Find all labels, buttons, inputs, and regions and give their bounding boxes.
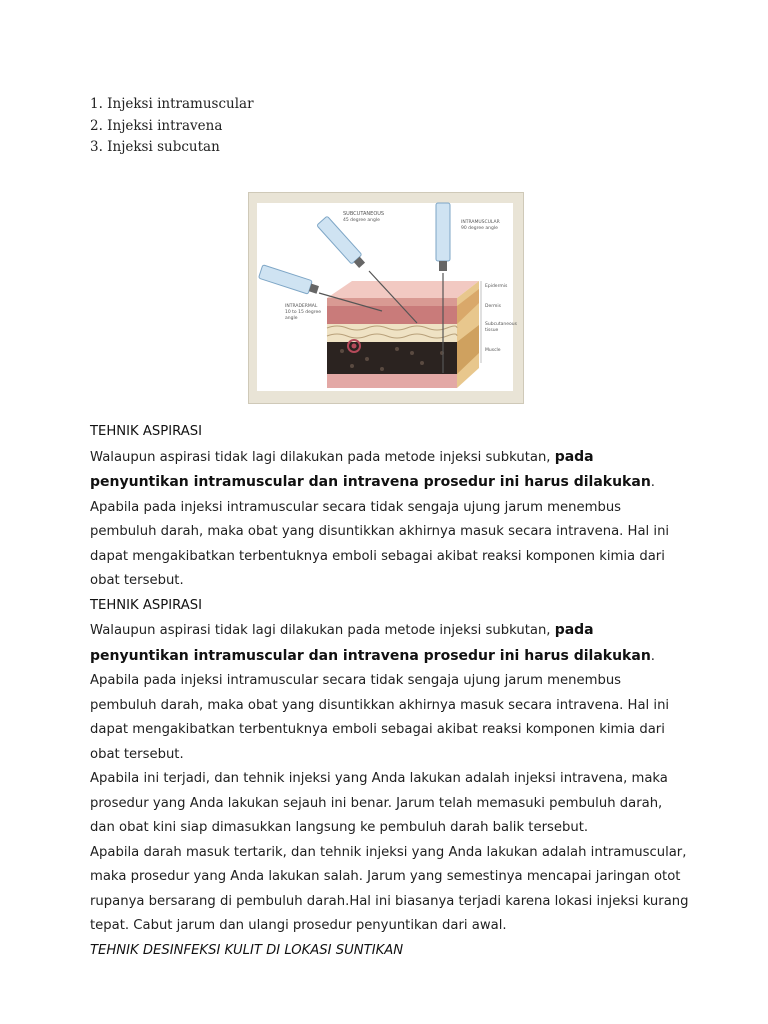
intradermal-angle-label: 10 to 15 degree	[285, 310, 322, 315]
muscle-label: Muscle	[485, 348, 501, 353]
paragraph	[90, 618, 690, 767]
intradermal-angle-label-2: angle	[285, 316, 298, 321]
section-heading: TEHNIK DESINFEKSI KULIT DI LOKASI SUNTIKAN	[90, 942, 404, 958]
list-item: 2. Injeksi intravena	[90, 117, 223, 134]
paragraph: Apabila darah masuk tertarik, dan tehnik injeksi yang Anda lakukan adalah intramuscular, maka prosedur yang Anda lakukan salah. Jarum yang semestinya mencapai jaringan otot rupanya bersarang di pembuluh darah.Hal ini biasanya terjadi karena lokasi injeksi kurang tepat. Cabut jarum dan ulangi prosedur penyuntikan dari awal.	[90, 844, 689, 933]
paragraph-emphasis: pada penyuntikan intramuscular dan intravena prosedur ini harus dilakukan	[90, 622, 651, 664]
intramuscular-label: INTRAMUSCULAR	[461, 220, 500, 225]
subcutaneous-label: SUBCUTANEOUS	[343, 211, 385, 217]
section-heading: TEHNIK ASPIRASI	[90, 424, 203, 439]
subcutaneous-tissue-label-2: tissue	[485, 328, 499, 333]
skin-cross-section-diagram	[257, 203, 517, 391]
article-body	[90, 420, 690, 963]
subcutaneous-tissue-label: Subcutaneous	[485, 322, 517, 327]
paragraph-text: . Apabila pada injeksi intramuscular secara tidak sengaja ujung jarum menembus pembuluh darah, maka obat yang disuntikkan akhirnya masuk secara intravena. Hal ini dapat mengakibatkan terbentuknya emboli sebagai akibat reaksi komponen kimia dari obat tersebut.	[90, 648, 670, 762]
paragraph-text: . Apabila pada injeksi intramuscular secara tidak sengaja ujung jarum menembus pembuluh darah, maka obat yang disuntikkan akhirnya masuk secara intravena. Hal ini dapat mengakibatkan terbentuknya emboli sebagai akibat reaksi komponen kimia dari obat tersebut.	[90, 475, 670, 588]
epidermis-label: Epidermis	[485, 284, 508, 289]
section-heading: TEHNIK ASPIRASI	[90, 597, 203, 613]
paragraph-text: Walaupun aspirasi tidak lagi dilakukan pada metode injeksi subkutan,	[90, 623, 555, 638]
paragraph-text: Walaupun aspirasi tidak lagi dilakukan pada metode injeksi subkutan,	[90, 449, 555, 465]
subcutaneous-angle-label: 45 degree angle	[343, 218, 380, 223]
list-item: 1. Injeksi intramuscular	[90, 96, 254, 112]
injection-angle-illustration	[248, 192, 524, 404]
intramuscular-angle-label: 90 degree angle	[461, 226, 498, 231]
paragraph-emphasis: pada penyuntikan intramuscular dan intravena prosedur ini harus dilakukan	[90, 448, 651, 490]
paragraph	[90, 445, 690, 594]
list-item: 3. Injeksi subcutan	[90, 139, 220, 155]
dermis-label: Dermis	[485, 304, 501, 309]
injection-type-list	[90, 94, 254, 159]
paragraph: Apabila ini terjadi, dan tehnik injeksi yang Anda lakukan adalah injeksi intravena, maka prosedur yang Anda lakukan sejauh ini benar. Jarum telah memasuki pembuluh darah, dan obat kini siap dimasukkan langsung ke pembuluh darah balik tersebut.	[90, 771, 668, 835]
intradermal-label: INTRADERMAL	[285, 304, 318, 309]
